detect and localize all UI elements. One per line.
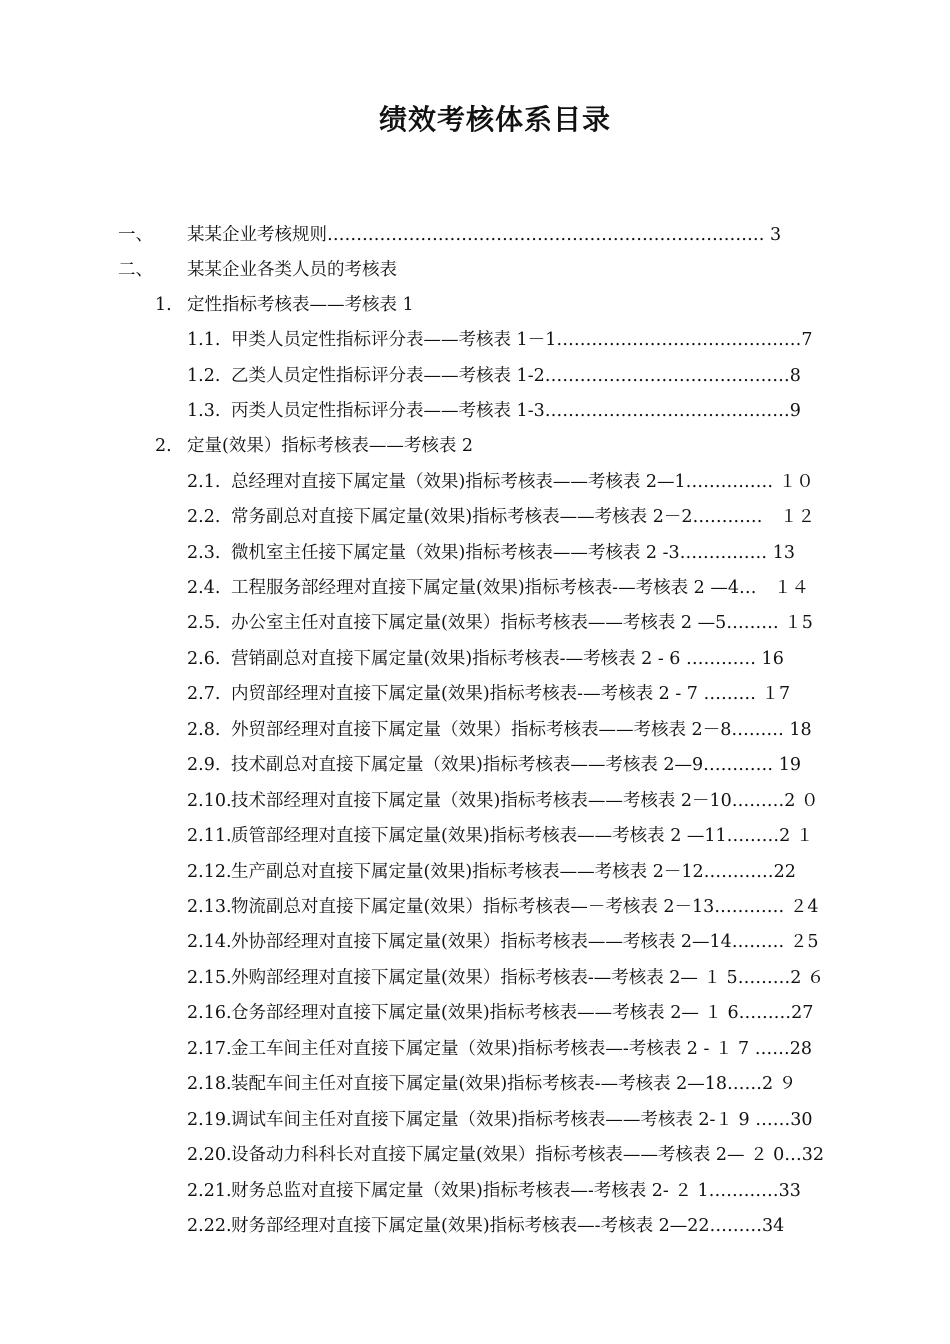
toc-entry-number: 2.7. [187,684,221,704]
toc-entry-text: 某某企业考核规则………………………………………………………………… 3 [187,225,782,245]
toc-entry-text: 营销副总对直接下属定量(效果)指标考核表-—考核表 2 - 6 ………… 16 [231,649,784,669]
toc-entry-number: 1.3. [187,401,221,421]
toc-entry-text: 微机室主任接下属定量（效果)指标考核表——考核表 2 -3…………… 13 [231,543,795,563]
toc-entry-number: 2.16. [187,1003,232,1023]
toc-entry-text: 设备动力科科长对直接下属定量(效果）指标考核表——考核表 2— ２ 0…32 [231,1145,825,1165]
toc-entry-text: 技术副总对直接下属定量（效果)指标考核表——考核表 2—9………… 19 [231,755,801,775]
toc-entry-text: 内贸部经理对直接下属定量(效果)指标考核表-—考核表 2 - 7 ……… １7 [231,684,791,704]
toc-entry-text: 质管部经理对直接下属定量(效果)指标考核表——考核表 2 —11………2 １ [231,826,814,846]
toc-entry-number: 2.18. [187,1074,232,1094]
toc-entry-number: 一、 [118,225,153,245]
toc-entry-number: 2.3. [187,543,221,563]
toc-entry-text: 调试车间主任对直接下属定量（效果)指标考核表——考核表 2-１ 9 ……30 [231,1110,813,1130]
toc-entry-text: 金工车间主任对直接下属定量（效果)指标考核表—-考核表 2 - １ 7 ……28 [231,1039,813,1059]
toc-entry-text: 丙类人员定性指标评分表——考核表 1-3……………………………………9 [231,401,801,421]
toc-entry-number: 2.9. [187,755,221,775]
toc-entry-number: 2.1. [187,472,221,492]
toc-entry-text: 物流副总对直接下属定量(效果）指标考核表—－考核表 2－13………… ２4 [231,897,819,917]
toc-entry-number: 2.21. [187,1181,232,1201]
toc-entry-number: 2.14. [187,932,232,952]
toc-entry-number: 2.11. [187,826,232,846]
toc-entry-text: 甲类人员定性指标评分表——考核表 1－1……………………………………7 [231,330,813,350]
toc-entry-number: 2.22. [187,1216,232,1236]
page-title: 绩效考核体系目录 [378,103,611,136]
toc-entry-text: 外协部经理对直接下属定量(效果）指标考核表——考核表 2—14……… ２5 [231,932,819,952]
toc-entry-number: 1. [155,295,172,315]
toc-entry-number: 2.10. [187,791,232,811]
toc-entry-text: 外购部经理对直接下属定量(效果）指标考核表-—考核表 2— １ 5………2 ６ [231,968,825,988]
toc-entry-number: 2.2. [187,507,221,527]
toc-entry-number: 2.5. [187,613,221,633]
toc-entry-number: 1.1. [187,330,221,350]
toc-entry-text: 某某企业各类人员的考核表 [187,260,397,280]
toc-entry-text: 办公室主任对直接下属定量(效果）指标考核表——考核表 2 —5……… １5 [231,613,813,633]
toc-entry-number: 2. [155,436,172,456]
toc-entry-text: 仓务部经理对直接下属定量(效果)指标考核表——考核表 2— １ 6………27 [231,1003,814,1023]
toc-entry-text: 定量(效果）指标考核表——考核表 2 [187,436,474,456]
toc-entry-number: 2.4. [187,578,221,598]
toc-entry-text: 乙类人员定性指标评分表——考核表 1-2……………………………………8 [231,366,801,386]
toc-entry-text: 常务副总对直接下属定量(效果)指标考核表——考核表 2－2………… １２ [231,507,815,527]
toc-entry-text: 工程服务部经理对直接下属定量(效果)指标考核表-—考核表 2 —4… １４ [231,578,809,598]
toc-entry-number: 2.20. [187,1145,232,1165]
toc-entry-number: 二、 [118,260,153,280]
toc-entry-number: 2.13. [187,897,232,917]
toc-entry-number: 2.8. [187,720,221,740]
toc-entry-number: 2.12. [187,862,232,882]
toc-entry-number: 1.2. [187,366,221,386]
toc-entry-text: 技术部经理对直接下属定量（效果)指标考核表——考核表 2－10………2 ０ [231,791,819,811]
toc-entry-number: 2.6. [187,649,221,669]
toc-entry-text: 装配车间主任对直接下属定量(效果)指标考核表-—考核表 2—18……2 ９ [231,1074,797,1094]
toc-entry-text: 外贸部经理对直接下属定量（效果）指标考核表——考核表 2－8……… 18 [231,720,812,740]
toc-entry-number: 2.17. [187,1039,232,1059]
toc-entry-number: 2.19. [187,1110,232,1130]
toc-entry-text: 生产副总对直接下属定量(效果)指标考核表——考核表 2－12…………22 [231,862,796,882]
toc-entry-text: 财务总监对直接下属定量（效果)指标考核表—-考核表 2- ２ 1…………33 [231,1181,801,1201]
toc-entry-text: 总经理对直接下属定量（效果)指标考核表——考核表 2—1…………… １０ [231,472,814,492]
toc-entry-number: 2.15. [187,968,232,988]
toc-entry-text: 定性指标考核表——考核表 1 [187,295,414,315]
toc-entry-text: 财务部经理对直接下属定量(效果)指标考核表—-考核表 2—22………34 [231,1216,785,1236]
